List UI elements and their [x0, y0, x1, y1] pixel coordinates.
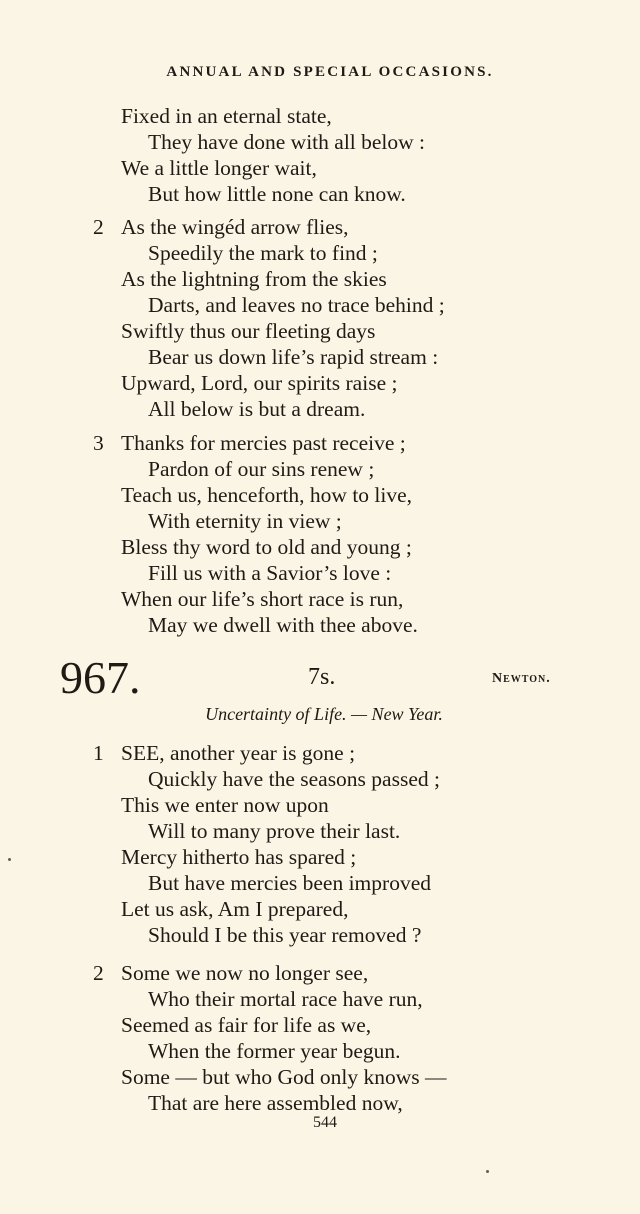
verse-line: Darts, and leaves no trace behind ;: [148, 293, 445, 317]
verse-line: But how little none can know.: [148, 182, 406, 206]
verse-line: Some we now no longer see,: [121, 961, 369, 985]
verse-line: Quickly have the seasons passed ;: [148, 767, 440, 791]
hymn-subtitle: Uncertainty of Life. — New Year.: [205, 704, 443, 724]
verse-line: Pardon of our sins renew ;: [148, 457, 375, 481]
page-number: 544: [313, 1114, 337, 1131]
verse-line: But have mercies been improved: [148, 871, 431, 895]
verse-line: We a little longer wait,: [121, 156, 317, 180]
verse-line: As the lightning from the skies: [121, 267, 387, 291]
hymn-number: 967.: [60, 652, 141, 703]
verse-line: Bless thy word to old and young ;: [121, 535, 412, 559]
verse-line: Who their mortal race have run,: [148, 987, 423, 1011]
verse-line: Fill us with a Savior’s love :: [148, 561, 392, 585]
tune-name: Newton.: [492, 671, 551, 686]
verse-line: As the wingéd arrow flies,: [121, 215, 349, 239]
verse-line: This we enter now upon: [121, 793, 329, 817]
stanza-number: 2: [93, 215, 104, 239]
ink-speck: [8, 858, 11, 861]
verse-line: Swiftly thus our fleeting days: [121, 319, 376, 343]
verse-line: When our life’s short race is run,: [121, 587, 404, 611]
verse-line: With eternity in view ;: [148, 509, 342, 533]
verse-line: Let us ask, Am I prepared,: [121, 897, 349, 921]
stanza-number: 3: [93, 431, 104, 455]
verse-line: May we dwell with thee above.: [148, 613, 418, 637]
verse-line: Bear us down life’s rapid stream :: [148, 345, 439, 369]
verse-line: All below is but a dream.: [148, 397, 366, 421]
verse-line: When the former year begun.: [148, 1039, 401, 1063]
verse-line: Upward, Lord, our spirits raise ;: [121, 371, 398, 395]
verse-line: Some — but who God only knows —: [121, 1065, 447, 1089]
verse-line: Mercy hitherto has spared ;: [121, 845, 357, 869]
verse-line: They have done with all below :: [148, 130, 426, 154]
verse-line: Teach us, henceforth, how to live,: [121, 483, 413, 507]
verse-line: That are here assembled now,: [148, 1091, 403, 1115]
stanza-number: 2: [93, 961, 104, 985]
running-head: ANNUAL AND SPECIAL OCCASIONS.: [166, 64, 494, 80]
verse-line: Will to many prove their last.: [148, 819, 401, 843]
hymn-meter: 7s.: [308, 664, 336, 690]
verse-line: Speedily the mark to find ;: [148, 241, 378, 265]
ink-speck: [486, 1170, 489, 1173]
verse-line: SEE, another year is gone ;: [121, 741, 356, 765]
verse-line: Seemed as fair for life as we,: [121, 1013, 372, 1037]
verse-line: Fixed in an eternal state,: [121, 104, 332, 128]
verse-line: Should I be this year removed ?: [148, 923, 422, 947]
stanza-number: 1: [93, 741, 104, 765]
verse-line: Thanks for mercies past receive ;: [121, 431, 406, 455]
